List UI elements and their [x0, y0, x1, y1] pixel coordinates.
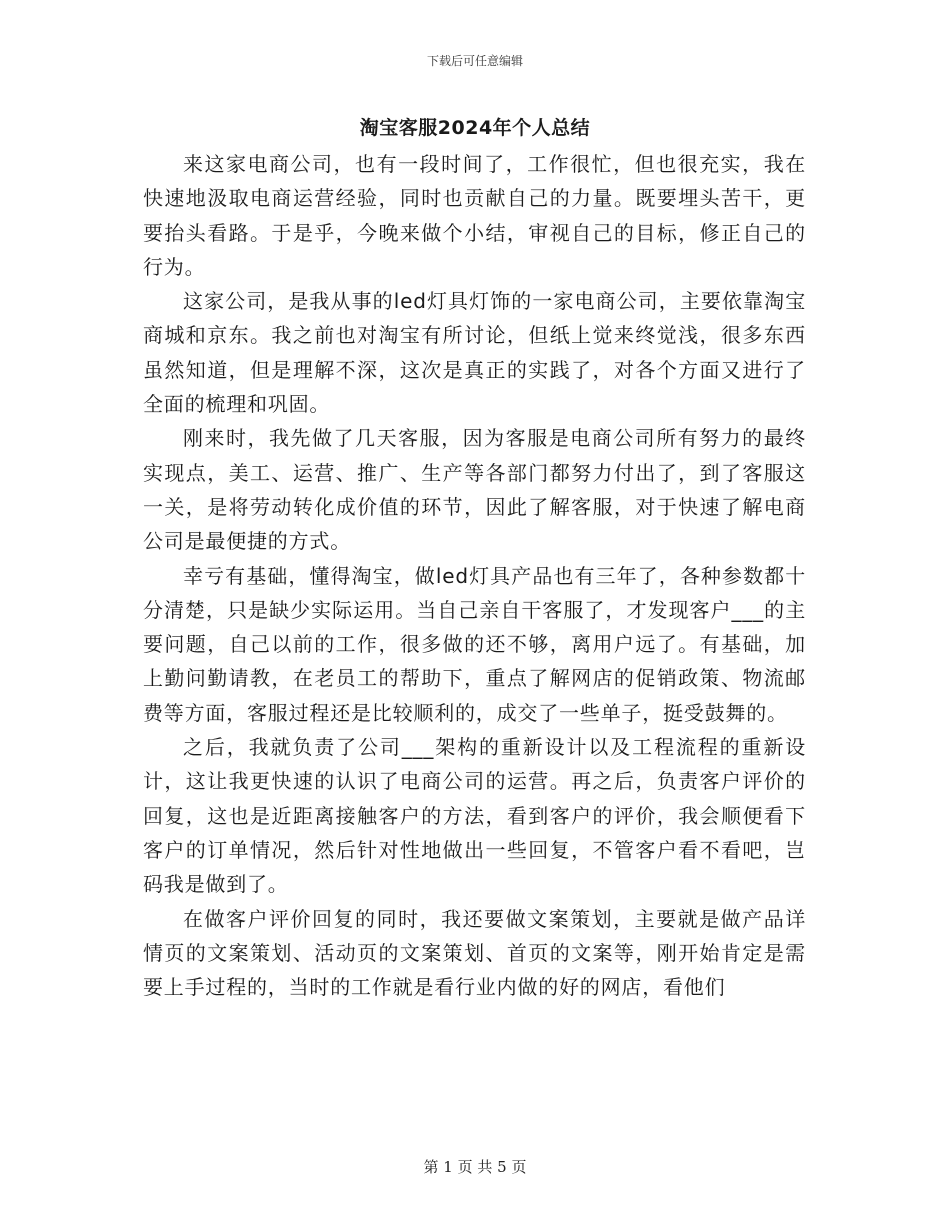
page-number: 第 1 页 共 5 页 [423, 1158, 527, 1176]
paragraph-5: 之后，我就负责了公司___架构的重新设计以及工程流程的重新设计，这让我更快速的认识了电商公司的运营。再之后，负责客户评价的回复，这也是近距离接触客户的方法，看到客户的评价，我会顺便看下客户的订单情况，然后针对性地做出一些回复，不管客户看不看吧，岂码我是做到了。 [143, 735, 806, 897]
paragraph-4: 幸亏有基础，懂得淘宝，做led灯具产品也有三年了，各种参数都十分清楚，只是缺少实际运用。当自己亲自干客服了，才发现客户___的主要问题，自己以前的工作，很多做的还不够，离用户远了。有基础，加上勤问勤请教，在老员工的帮助下，重点了解网店的促销政策、物流邮费等方面，客服过程还是比较顺利的，成交了一些单子，挺受鼓舞的。 [143, 563, 806, 725]
document-title: 淘宝客服2024年个人总结 [359, 117, 591, 139]
paragraph-6: 在做客户评价回复的同时，我还要做文案策划，主要就是做产品详情页的文案策划、活动页的文案策划、首页的文案等，刚开始肯定是需要上手过程的，当时的工作就是看行业内做的好的网店，看他们 [143, 906, 806, 1000]
document-body [143, 147, 806, 1004]
paragraph-2: 这家公司，是我从事的led灯具灯饰的一家电商公司，主要依靠淘宝商城和京东。我之前也对淘宝有所讨论，但纸上觉来终觉浅，很多东西虽然知道，但是理解不深，这次是真正的实践了，对各个方面又进行了全面的梳理和巩固。 [143, 289, 806, 417]
page-header-note: 下载后可任意编辑 [426, 54, 523, 68]
paragraph-3: 刚来时，我先做了几天客服，因为客服是电商公司所有努力的最终实现点，美工、运营、推广、生产等各部门都努力付出了，到了客服这一关，是将劳动转化成价值的环节，因此了解客服，对于快速了解电商公司是最便捷的方式。 [143, 426, 806, 554]
paragraph-1: 来这家电商公司，也有一段时间了，工作很忙，但也很充实，我在快速地汲取电商运营经验，同时也贡献自己的力量。既要埋头苦干，更要抬头看路。于是乎，今晚来做个小结，审视自己的目标，修正自己的行为。 [143, 152, 806, 279]
